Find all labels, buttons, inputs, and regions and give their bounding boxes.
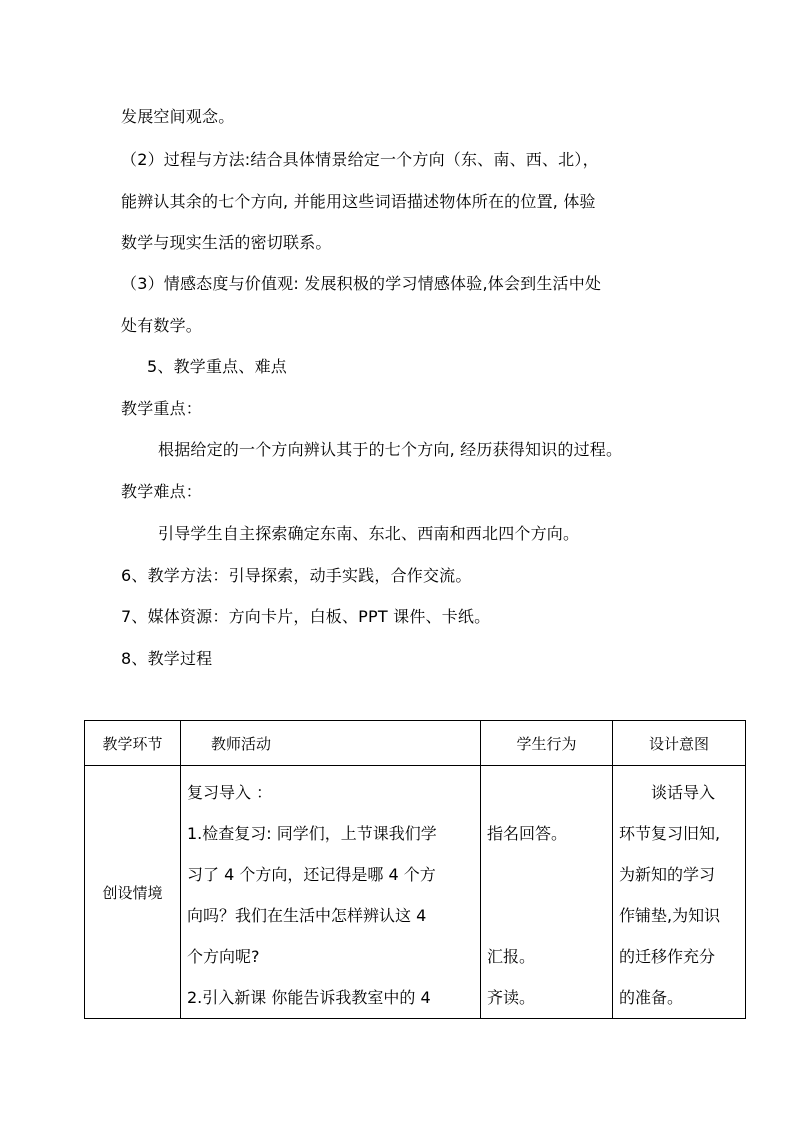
design-line: 为新知的学习 <box>619 865 716 884</box>
table-row <box>85 766 746 1019</box>
header-teacher-activity: 教师活动 <box>181 721 481 766</box>
paragraph-line: 数学与现实生活的密切联系。 <box>121 233 332 252</box>
student-line <box>487 772 606 813</box>
student-line <box>487 895 606 936</box>
lesson-table <box>84 720 746 1019</box>
teacher-line: 习了 4 个方向，还记得是哪 4 个方 <box>187 865 436 884</box>
header-student-behavior: 学生行为 <box>481 721 613 766</box>
header-stage: 教学环节 <box>85 721 181 766</box>
teacher-line: 复习导入 ： <box>187 783 273 802</box>
teacher-line: 1.检查复习: 同学们，上节课我们学 <box>187 824 437 843</box>
paragraph-line: 处有数学。 <box>121 316 203 335</box>
teacher-activity-cell <box>181 766 481 1019</box>
student-line: 齐读。 <box>487 988 536 1007</box>
paragraph-line: （2）过程与方法:结合具体情景给定一个方向（东、南、西、北）， <box>121 150 599 169</box>
student-line: 汇报。 <box>487 947 536 966</box>
teacher-line: 个方向呢? <box>187 947 260 966</box>
design-line: 的迁移作充分 <box>619 947 716 966</box>
design-line: 的准备。 <box>619 988 684 1007</box>
subheading: 教学重点： <box>121 399 203 418</box>
stage-cell: 创设情境 <box>85 766 181 1019</box>
subheading: 教学难点： <box>121 482 203 501</box>
section-heading: 7、媒体资源：方向卡片，白板、PPT 课件、卡纸。 <box>121 607 491 626</box>
table-header-row <box>85 721 746 766</box>
section-heading: 8、教学过程 <box>121 649 213 668</box>
header-design-intent: 设计意图 <box>613 721 746 766</box>
student-line <box>487 854 606 895</box>
design-line: 环节复习旧知, <box>619 824 721 843</box>
section-heading: 5、教学重点、难点 <box>147 357 287 376</box>
paragraph-line: （3）情感态度与价值观: 发展积极的学习情感体验,体会到生活中处 <box>121 274 602 293</box>
design-intent-cell <box>613 766 746 1019</box>
student-behavior-cell <box>481 766 613 1019</box>
section-heading: 6、教学方法：引导探索，动手实践，合作交流。 <box>121 566 472 585</box>
paragraph-line: 发展空间观念。 <box>121 107 235 126</box>
paragraph-line: 根据给定的一个方向辨认其于的七个方向, 经历获得知识的过程。 <box>158 440 623 459</box>
paragraph-line: 引导学生自主探索确定东南、东北、西南和西北四个方向。 <box>158 524 580 543</box>
teacher-line: 向吗？我们在生活中怎样辨认这 4 <box>187 906 427 925</box>
teacher-line: 2.引入新课 你能告诉我教室中的 4 <box>187 988 431 1007</box>
design-line: 谈话导入 <box>619 783 716 802</box>
student-line: 指名回答。 <box>487 824 568 843</box>
design-line: 作铺垫,为知识 <box>619 906 721 925</box>
paragraph-line: 能辨认其余的七个方向, 并能用这些词语描述物体所在的位置, 体验 <box>121 192 596 211</box>
